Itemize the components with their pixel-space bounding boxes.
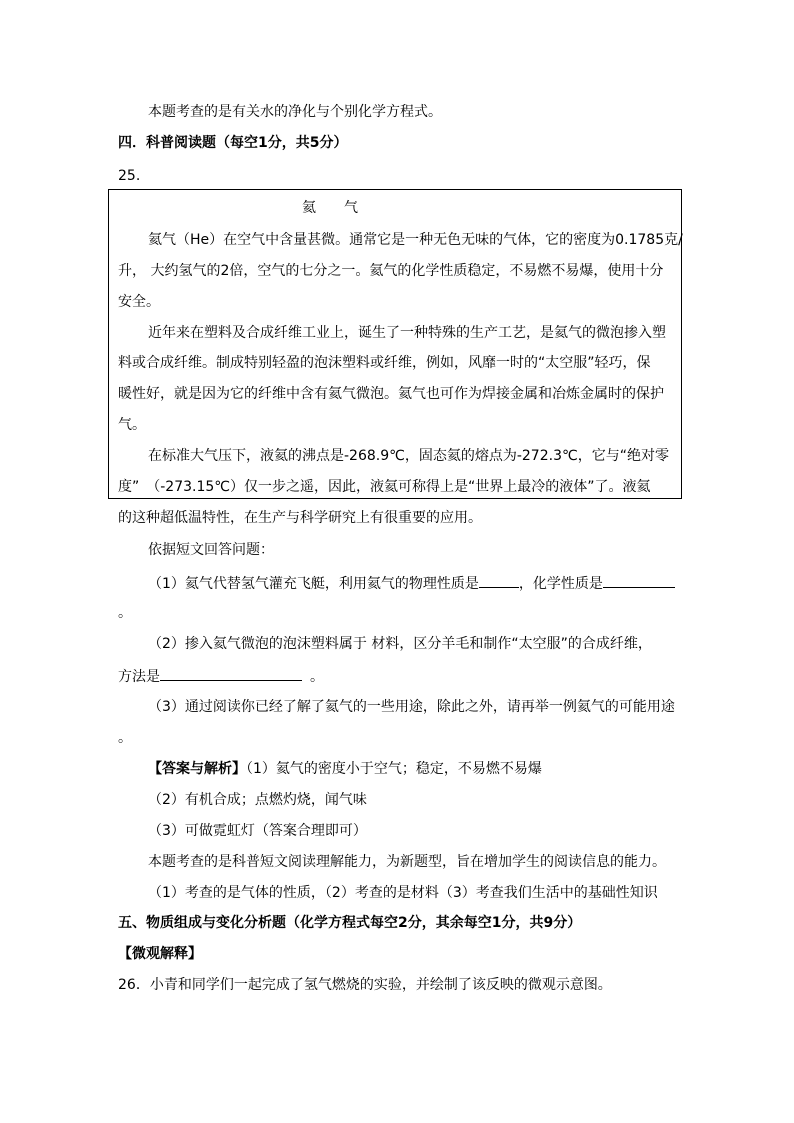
article-p3-l1: 在标准大气压下，液氦的沸点是-268.9℃，固态氦的熔点为-272.3℃，它与“绝对零 bbox=[148, 448, 669, 464]
answer-label: 【答案与解析】 bbox=[148, 761, 246, 777]
intro-note: 本题考查的是有关水的净化与个别化学方程式。 bbox=[148, 104, 442, 120]
question-26: 26．小青和同学们一起完成了氢气燃烧的实验，并绘制了该反映的微观示意图。 bbox=[118, 977, 612, 993]
answer-3: （3）可做霓虹灯（答案合理即可） bbox=[148, 823, 367, 839]
question-1-text-a: （1）氦气代替氢气灌充飞艇，利用氦气的物理性质是 bbox=[148, 576, 479, 592]
answer-1: （1）氦气的密度小于空气；稳定，不易燃不易爆 bbox=[246, 761, 542, 777]
analysis-1: 本题考查的是科普短文阅读理解能力，为新题型，旨在增加学生的阅读信息的能力。 bbox=[148, 854, 666, 870]
question-3-line-1: （3）通过阅读你已经了解了氦气的一些用途，除此之外，请再举一例氦气的可能用途 bbox=[148, 699, 675, 715]
section4-title: 四．科普阅读题（每空1分，共5分） bbox=[118, 135, 348, 151]
section5-title: 五、物质组成与变化分析题（化学方程式每空2分，其余每空1分，共9分） bbox=[118, 915, 582, 931]
article-p1-l1: 氦气（He）在空气中含量甚微。通常它是一种无色无味的气体，它的密度为0.1785克/ bbox=[148, 232, 683, 248]
article-p2-l2: 料或合成纤维。制成特别轻盈的泡沫塑料或纤维，例如，风靡一时的“太空服”轻巧，保 bbox=[118, 355, 651, 371]
analysis-2: （1）考查的是气体的性质，（2）考查的是材料（3）考查我们生活中的基础性知识 bbox=[148, 885, 658, 901]
question-1-text-b: ，化学性质是 bbox=[518, 576, 603, 592]
question-1 bbox=[148, 573, 675, 593]
answer-blank-3[interactable] bbox=[160, 666, 302, 681]
article-p3-l3: 的这种超低温特性，在生产与科学研究上有很重要的应用。 bbox=[118, 510, 482, 526]
question-2-line-1: （2）掺入氦气微泡的泡沫塑料属于 材料，区分羊毛和制作“太空服”的合成纤维， bbox=[148, 636, 652, 652]
article-p3-l2: 度” （-273.15℃）仅一步之遥，因此，液氦可称得上是“世界上最冷的液体”了。液氦 bbox=[118, 479, 651, 495]
question-2-line-2 bbox=[118, 666, 324, 686]
answer-line-1 bbox=[148, 760, 542, 778]
question-3-end: 。 bbox=[118, 730, 132, 746]
answer-blank-1[interactable] bbox=[479, 573, 519, 588]
reading-prompt: 依据短文回答问题： bbox=[148, 542, 274, 558]
article-p1-l3: 安全。 bbox=[118, 294, 160, 310]
question-number: 25. bbox=[118, 168, 141, 184]
question-1-end: 。 bbox=[118, 605, 132, 621]
section5-subtitle: 【微观解释】 bbox=[118, 946, 202, 962]
article-p1-l2: 升， 大约氢气的2倍，空气的七分之一。氦气的化学性质稳定，不易燃不易爆，使用十分 bbox=[118, 263, 664, 279]
question-2-text: 方法是 bbox=[118, 669, 160, 685]
answer-2: （2）有机合成；点燃灼烧，闻气味 bbox=[148, 792, 367, 808]
question-2-end: 。 bbox=[310, 669, 324, 685]
answer-blank-2[interactable] bbox=[603, 573, 675, 588]
article-p2-l4: 气。 bbox=[118, 417, 146, 433]
article-p2-l3: 暖性好，就是因为它的纤维中含有氦气微泡。氦气也可作为焊接金属和冶炼金属时的保护 bbox=[118, 386, 664, 402]
article-p2-l1: 近年来在塑料及合成纤维工业上，诞生了一种特殊的生产工艺，是氦气的微泡掺入塑 bbox=[148, 325, 666, 341]
article-title: 氦 气 bbox=[302, 200, 358, 216]
